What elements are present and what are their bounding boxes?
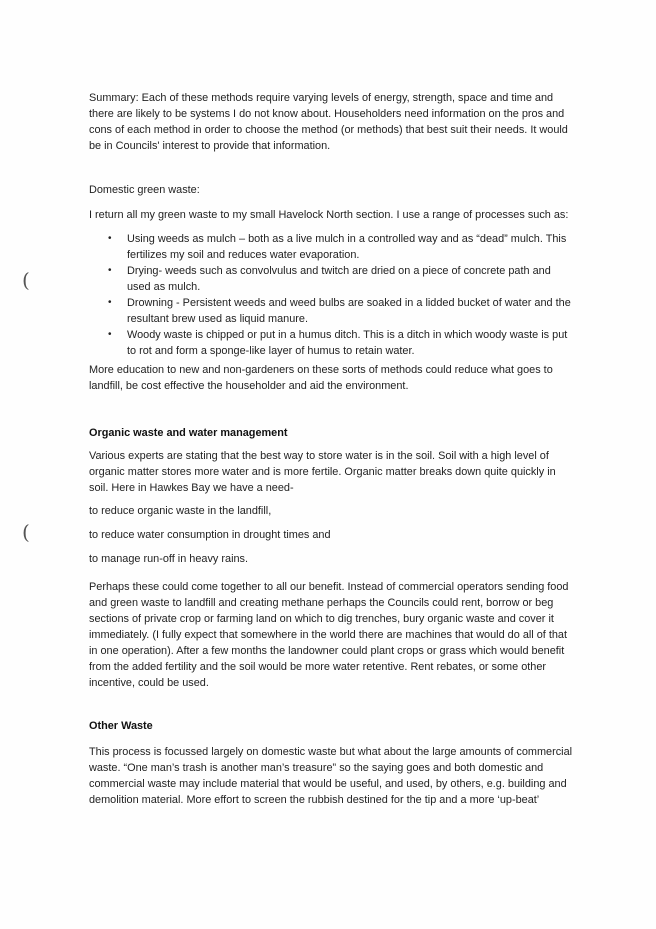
organic-need1-text: to reduce organic waste in the landfill, [89,505,272,517]
green-waste-conclusion-text: More education to new and non-gardeners on these sorts of methods could reduce what goes to landfill, be cost effective the householder and aid the environment. [89,364,553,392]
organic-need-2 [89,527,574,543]
organic-heading-text: Organic waste and water management [89,427,288,439]
bullet-icon: • [108,329,112,340]
organic-para1-text: Various experts are stating that the best way to store water is in the soil. Soil with a high level of organic matter stores more water and is more fertile. Organic matter breaks down quite quickly in soil. Here in Hawkes Bay we have a need- [89,450,556,494]
hole-punch-mark: ( [22,268,30,292]
other-waste-text: This process is focussed largely on domestic waste but what about the large amounts of commercial waste. “One man’s trash is another man’s treasure” so the saying goes and both domestic and commercial waste may include material that would be useful, and used, by others, e.g. building and demolition material. More effort to screen the rubbish destined for the tip and a more ‘up-beat’ [89,746,573,806]
list-item [108,327,574,359]
organic-need2-text: to reduce water consumption in drought times and [89,529,331,541]
summary-text: Summary: Each of these methods require varying levels of energy, strength, space and time and there are likely to be systems I do not know about. Householders need information on the pros and cons of each method in order to choose the method (or methods) that best suit their needs. It would be in Councils' interest to provide that information. [89,92,568,152]
organic-paragraph-2 [89,579,574,691]
organic-paragraph-1 [89,448,574,496]
list-item [108,263,574,295]
list-item-text: Using weeds as mulch – both as a live mulch in a controlled way and as “dead” mulch. This fertilizes my soil and reduces water evaporation. [127,233,567,261]
list-item [108,231,574,263]
green-waste-intro [89,207,574,223]
list-item-text: Woody waste is chipped or put in a humus ditch. This is a ditch in which woody waste is put to rot and form a sponge-like layer of humus to retain water. [127,329,568,357]
green-waste-heading-text: Domestic green waste: [89,184,200,196]
list-item-text: Drowning - Persistent weeds and weed bulbs are soaked in a lidded bucket of water and the resultant brew used as liquid manure. [127,297,571,325]
organic-need-3 [89,551,574,567]
other-waste-heading [89,718,574,734]
bullet-icon: • [108,233,112,244]
green-waste-list [108,231,574,359]
hole-punch-mark: ( [22,520,30,544]
other-waste-paragraph [89,744,574,808]
organic-need-1 [89,503,574,519]
list-item [108,295,574,327]
bullet-icon: • [108,265,112,276]
green-waste-conclusion [89,362,574,394]
list-item-text: Drying- weeds such as convolvulus and twitch are dried on a piece of concrete path and used as mulch. [127,265,551,293]
other-waste-heading-text: Other Waste [89,720,153,732]
green-waste-intro-text: I return all my green waste to my small Havelock North section. I use a range of processes such as: [89,209,569,221]
organic-need3-text: to manage run-off in heavy rains. [89,553,249,565]
summary-paragraph [89,90,574,154]
organic-heading [89,425,574,441]
organic-para2-text: Perhaps these could come together to all our benefit. Instead of commercial operators sending food and green waste to landfill and creating methane perhaps the Councils could rent, borrow or beg sections of private crop or farming land on which to dig trenches, bury organic waste and cover it immediately. (I fully expect that somewhere in the world there are machines that would do all of that in one operation). After a few months the landowner could plant crops or grass which would benefit from the added fertility and the soil would be more water retentive. Rent rebates, or some other incentive, could be used. [89,581,569,689]
green-waste-heading [89,182,574,198]
bullet-icon: • [108,297,112,308]
